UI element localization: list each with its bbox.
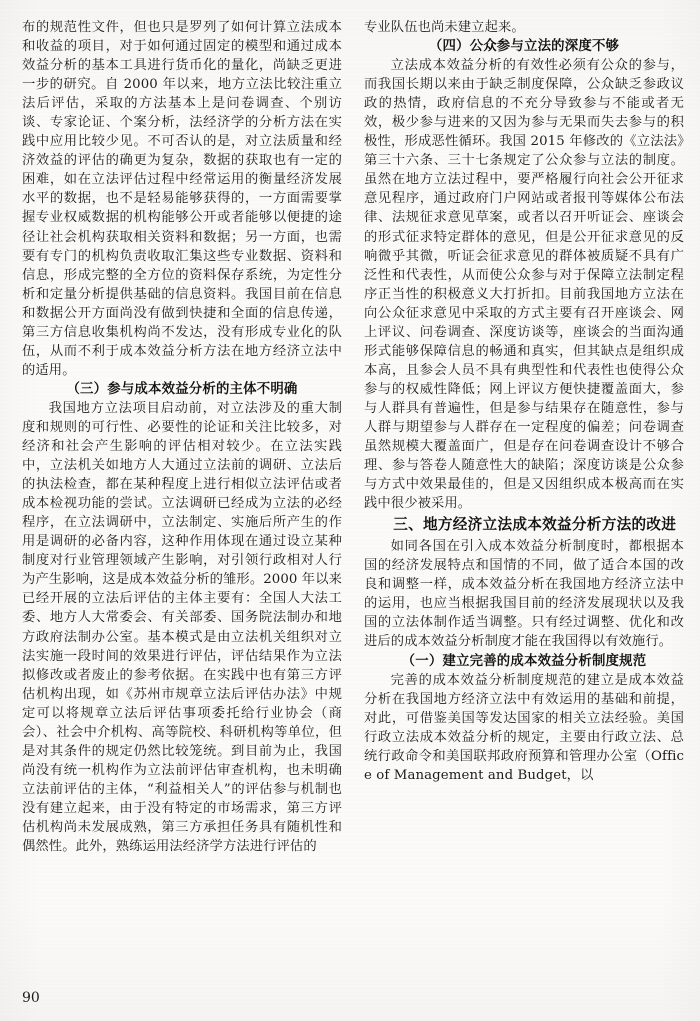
subheading-three: （三）参与成本效益分析的主体不明确: [66, 381, 298, 397]
paragraph-improvement-intro: 如同各国在引入成本效益分析制度时，都根据本国的经济发展特点和国情的不同，做了适合本国的改良和调整一样，成本效益分析在我国地方经济立法中的运用，也应当根据我国目前的经济发展现状以及我国的立法体制作适当调整。只有经过调整、优化和改进后的成本效益分析制度才能在我国得以有效施行。: [364, 539, 684, 650]
subheading-one: （一）建立完善的成本效益分析制度规范: [401, 653, 647, 669]
paragraph-continuation-professional-team: 专业队伍也尚未建立起来。: [364, 20, 525, 35]
paragraph-institutional-norms: 完善的成本效益分析制度规范的建立是成本效益分析在我国地方经济立法中有效运用的基础和前提，对此，可借鉴美国等发达国家的相关立法经验。美国行政立法成本效益分析的规定，主要由行政立法、总统行政命令和美国联邦政府预算和管理办公室（Office of Management and Budget，以: [364, 672, 684, 783]
two-column-body: [22, 18, 684, 966]
section-heading-three: 三、地方经济立法成本效益分析方法的改进: [393, 516, 677, 534]
paragraph-subject-unclear: 我国地方立法项目启动前，对立法涉及的重大制度和规则的可行性、必要性的论证和关注比较多，对经济和社会产生影响的评估相对较少。在立法实践中，立法机关如地方人大通过立法前的调研、立法后的执法检查，都在某种程度上进行相似立法评估或者成本检视功能的尝试。立法调研已经成为立法的必经程序，在立法调研中，立法制定、实施后所产生的作用是调研的必备内容，这种作用体现在通过设立某种制度对行业管理领域产生影响，对引领行政相对人行为产生影响，这是成本效益分析的雏形。2000 年以来已经开展的立法后评估的主体主要有：全国人大法工委、地方人大常委会、有关部委、国务院法制办和地方政府法制办公室。基本模式是由立法机关组织对立法实施一段时间的效果进行评估，评估结果作为立法拟修改或者废止的参考依据。在实践中也有第三方评估机构出现，如《苏州市规章立法后评估办法》中规定可以将规章立法后评估事项委托给行业协会（商会）、社会中介机构、高等院校、科研机构等单位，但是对其条件的规定仍然比较笼统。到目前为止，我国尚没有统一机构作为立法前评估审查机构，也未明确立法前评估的主体，“利益相关人”的评估参与机制也没有建立起来，由于没有特定的市场需求，第三方评估机构尚未发展成熟，第三方承担任务具有随机性和偶然性。此外，熟练运用法经济学方法进行评估的: [22, 400, 342, 855]
paragraph-public-participation: 立法成本效益分析的有效性必须有公众的参与，而我国长期以来由于缺乏制度保障，公众缺乏参政议政的热情，政府信息的不充分导致参与不能或者无效，极少参与进来的又因为参与无果而失去参与的积极性，形成恶性循环。我国 2015 年修改的《立法法》第三十六条、三十七条规定了公众参与立法的制度。虽然在地方立法过程中，要严格履行向社会公开征求意见程序，通过政府门户网站或者报刊等媒体公布法律、法规征求意见草案，或者以召开听证会、座谈会的形式征求特定群体的意见，但是公开征求意见的反响微乎其微，听证会征求意见的群体被质疑不具有广泛性和代表性，从而使公众参与对于保障立法制定程序正当性的积极意义大打折扣。目前我国地方立法在向公众征求意见中采取的方式主要有召开座谈会、网上评议、问卷调查、深度访谈等，座谈会的当面沟通形式能够保障信息的畅通和真实，但其缺点是组织成本高，且参会人员不具有典型性和代表性也使得公众参与的权威性降低；网上评议方便快捷覆盖面大，参与人群具有普遍性，但是参与结果存在随意性，参与人群与期望参与人群存在一定程度的偏差；问卷调查虽然规模大覆盖面广，但是存在问卷调查设计不够合理、参与答卷人随意性大的缺陷；深度访谈是公众参与方式中效果最佳的，但是又因组织成本极高而在实践中很少被采用。: [364, 58, 684, 512]
right-column: [364, 18, 684, 966]
page-number: 90: [22, 990, 40, 1006]
left-column: [22, 18, 342, 966]
paragraph-continued-from-previous-page: 布的规范性文件，但也只是罗列了如何计算立法成本和收益的项目，对于如何通过固定的模型和通过成本效益分析的基本工具进行货币化的量化，尚缺乏更进一步的研究。自 2000 年以来，地方立法比较注重立法后评估，采取的方法基本上是问卷调查、个别访谈、专家论证、个案分析，法经济学的分析方法在实践中应用比较少见。不可否认的是，对立法质量和经济效益的评估的确更为复杂，数据的获取也有一定的困难，如在立法评估过程中经常运用的衡量经济发展水平的数据，也不是轻易能够获得的，一方面需要掌握专业权威数据的机构能够公开或者能够以便捷的途径让社会机构获取相关资料和数据；另一方面，也需要有专门的机构负责收取汇集这些专业数据、资料和信息，形成完整的全方位的资料保存系统，为定性分析和定量分析提供基础的信息资料。我国目前在信息和数据公开方面尚没有做到快捷和全面的信息传递，第三方信息收集机构尚不发达，没有形成专业化的队伍，从而不利于成本效益分析方法在地方经济立法中的适用。: [22, 20, 342, 378]
subheading-four: （四）公众参与立法的深度不够: [428, 39, 620, 55]
